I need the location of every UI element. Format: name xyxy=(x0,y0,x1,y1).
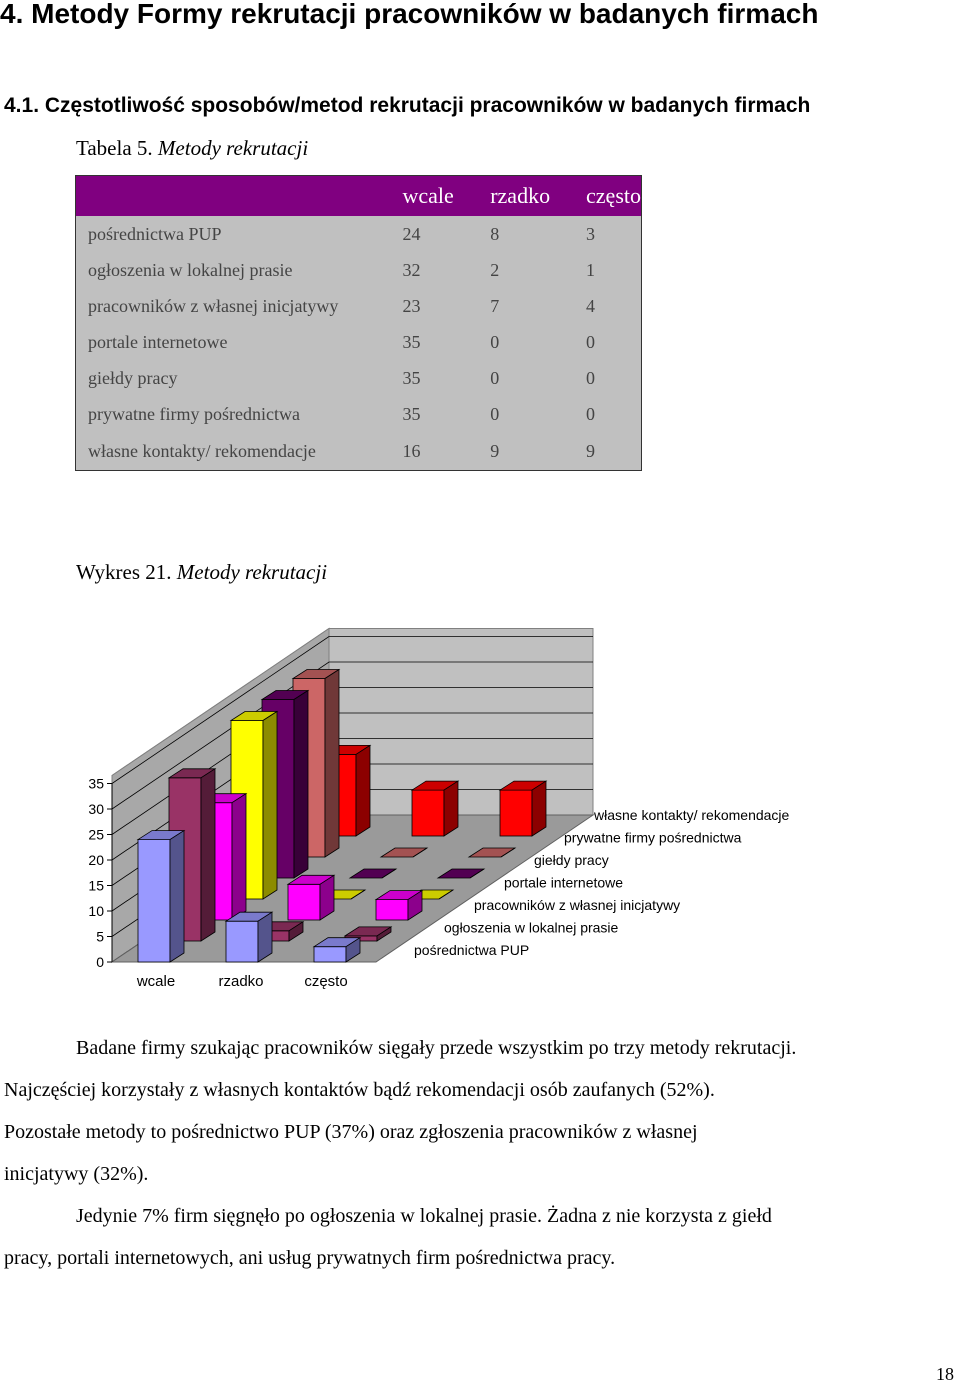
table-header-cell: wcale xyxy=(402,183,454,208)
bar xyxy=(412,781,458,836)
row-label: własne kontakty/ rekomendacje xyxy=(88,440,316,461)
y-tick-label: 30 xyxy=(88,801,104,817)
table-caption-prefix: Tabela 5. xyxy=(76,136,153,160)
paragraph-line: Pozostałe metody to pośrednictwo PUP (37%) oraz zgłoszenia pracowników z własnej xyxy=(4,1121,698,1143)
y-tick-label: 0 xyxy=(96,954,104,970)
bar-front xyxy=(226,921,258,962)
table-cell: 7 xyxy=(490,295,500,316)
series-depth-label: pracowników z własnej inicjatywy xyxy=(474,897,681,913)
page-number: 18 xyxy=(936,1364,954,1384)
table-cell: 0 xyxy=(586,367,596,388)
series-depth-label: portale internetowe xyxy=(504,874,624,891)
bar-side xyxy=(444,781,458,836)
table-header-row xyxy=(76,176,641,216)
y-tick-label: 35 xyxy=(88,775,104,792)
x-category-label: często xyxy=(304,973,348,990)
bar xyxy=(226,912,272,962)
table-cell: 1 xyxy=(586,259,596,280)
y-tick-label: 15 xyxy=(88,877,104,894)
table-row xyxy=(76,360,641,396)
bar-front xyxy=(314,947,346,962)
table-cell: 0 xyxy=(586,403,596,424)
table-header-empty xyxy=(76,176,388,216)
table-row xyxy=(76,432,641,470)
table-row xyxy=(76,324,641,360)
table-row xyxy=(76,216,641,252)
table-row xyxy=(76,288,641,324)
chart-caption-title: Metody rekrutacji xyxy=(176,560,328,584)
series-depth-label: ogłoszenia w lokalnej prasie xyxy=(444,919,619,936)
bar-front xyxy=(288,884,320,920)
table-cell: 8 xyxy=(490,223,500,244)
bar-side xyxy=(201,769,215,941)
y-tick-label: 5 xyxy=(96,928,104,945)
series-depth-label: giełdy pracy xyxy=(534,852,609,868)
bar-side xyxy=(356,745,370,836)
bar-front xyxy=(138,840,170,962)
chart-caption-prefix: Wykres 21. xyxy=(76,560,172,584)
table-cell: 0 xyxy=(490,331,500,352)
table-caption-title: Metody rekrutacji xyxy=(157,136,309,160)
paragraph-line: Badane firmy szukając pracowników sięgały przede wszystkim po trzy metody rekrutacji. xyxy=(76,1037,797,1059)
row-label: pracowników z własnej inicjatywy xyxy=(88,295,339,316)
section-heading: 4. Metody Formy rekrutacji pracowników w badanych firmach xyxy=(0,0,819,29)
table-caption xyxy=(76,136,308,161)
table-cell: 35 xyxy=(402,367,421,388)
y-tick-label: 20 xyxy=(88,852,104,868)
bar xyxy=(288,875,334,920)
bar-front xyxy=(500,790,532,836)
table-cell: 0 xyxy=(490,367,500,388)
bar-side xyxy=(532,781,546,836)
table-cell: 23 xyxy=(402,295,421,316)
bar-side xyxy=(232,794,246,920)
y-tick-label: 10 xyxy=(88,903,104,919)
paragraph-line: inicjatywy (32%). xyxy=(4,1163,149,1185)
table-header-cell: często xyxy=(586,183,641,208)
bar xyxy=(500,781,546,836)
series-depth-label: pośrednictwa PUP xyxy=(414,942,530,958)
table-row xyxy=(76,396,641,432)
methods-table xyxy=(76,176,641,470)
table-row xyxy=(76,252,641,288)
row-label: portale internetowe xyxy=(88,331,228,352)
paragraph-line: Najczęściej korzystały z własnych kontaktów bądź rekomendacji osób zaufanych (52%). xyxy=(4,1079,715,1101)
paragraph-line: pracy, portali internetowych, ani usług prywatnych firm pośrednictwa pracy. xyxy=(4,1247,616,1269)
bar-front xyxy=(412,790,444,836)
table-cell: 0 xyxy=(490,403,500,424)
table-cell: 9 xyxy=(490,440,500,461)
table-cell: 35 xyxy=(402,403,421,424)
row-label: pośrednictwa PUP xyxy=(88,223,222,244)
subsection-heading: 4.1. Częstotliwość sposobów/metod rekrutacji pracowników w badanych firmach xyxy=(4,94,811,117)
series-depth-label: prywatne firmy pośrednictwa xyxy=(564,829,742,846)
x-category-label: rzadko xyxy=(218,973,264,990)
table-cell: 32 xyxy=(402,259,421,280)
table-cell: 4 xyxy=(586,295,596,316)
table-cell: 0 xyxy=(586,331,596,352)
bar-side xyxy=(263,712,277,900)
chart-caption xyxy=(76,560,327,585)
recruitment-3d-bar-chart xyxy=(0,600,960,1010)
bar-side xyxy=(170,831,184,962)
table-cell: 2 xyxy=(490,259,500,280)
series-depth-label: własne kontakty/ rekomendacje xyxy=(594,807,790,823)
x-category-label: wcale xyxy=(136,973,176,990)
bar-front xyxy=(376,900,408,920)
table-cell: 16 xyxy=(402,440,421,461)
bar xyxy=(376,891,422,920)
paragraph-line: Jedynie 7% firm sięgnęło po ogłoszenia w lokalnej prasie. Żadna z nie korzysta z giełd xyxy=(76,1205,772,1227)
bar-side xyxy=(325,670,339,858)
row-label: giełdy pracy xyxy=(88,367,178,388)
table-cell: 35 xyxy=(402,331,421,352)
table-header-cell: rzadko xyxy=(490,183,551,208)
y-tick-label: 25 xyxy=(88,826,104,843)
row-label: prywatne firmy pośrednictwa xyxy=(88,403,300,424)
table-cell: 24 xyxy=(402,223,421,244)
bar-side xyxy=(258,912,272,962)
table-cell: 9 xyxy=(586,440,596,461)
row-label: ogłoszenia w lokalnej prasie xyxy=(88,259,293,280)
bar xyxy=(138,831,184,962)
bar-side xyxy=(294,691,308,879)
table-cell: 3 xyxy=(586,223,596,244)
